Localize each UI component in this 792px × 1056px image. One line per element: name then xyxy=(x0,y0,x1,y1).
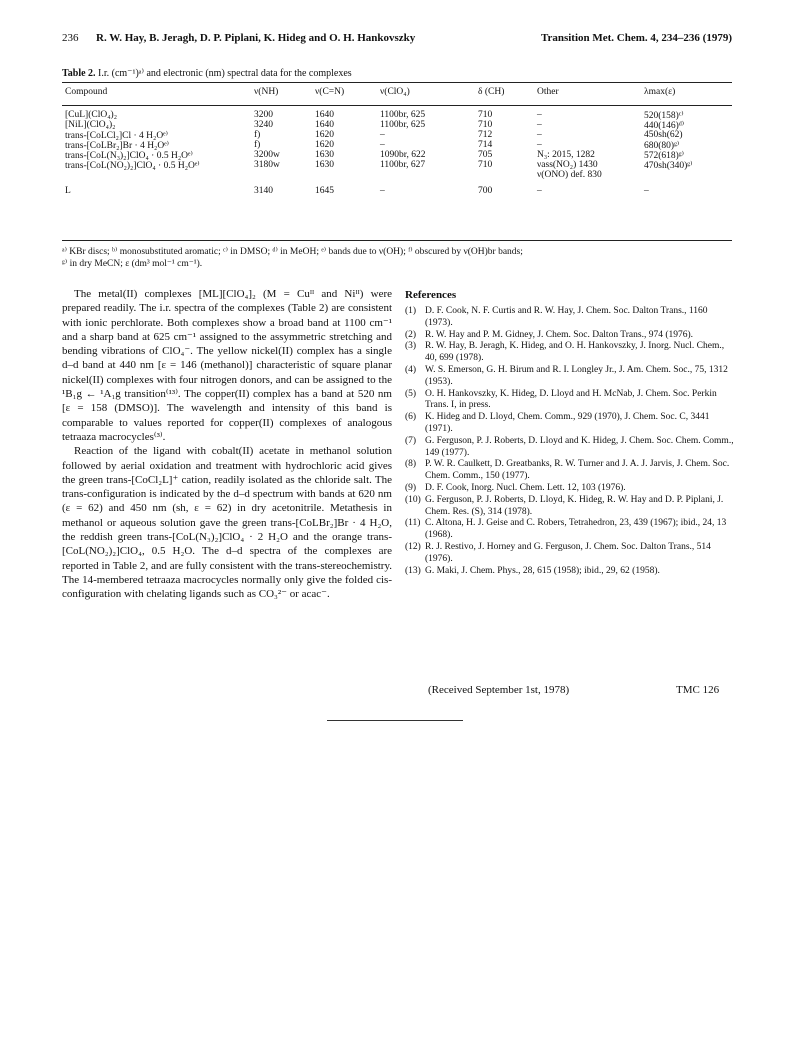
reference-item xyxy=(405,542,735,566)
cell-ch: 710 xyxy=(478,120,493,130)
references-list xyxy=(405,306,735,577)
cell-lambda: 680(80)ᵍ⁾ xyxy=(644,141,680,151)
cell-other: – xyxy=(537,140,542,150)
cell-ch: 700 xyxy=(478,186,493,196)
reference-item xyxy=(405,389,735,413)
cell-other: N₃: 2015, 1282 xyxy=(537,150,595,160)
cell-ch: 710 xyxy=(478,110,493,120)
cell-compound: [CuL](ClO₄)₂ xyxy=(65,110,118,120)
col-header-compound: Compound xyxy=(65,87,108,97)
col-header-other: Other xyxy=(537,87,559,97)
cell-clo4: 1090br, 622 xyxy=(380,150,426,160)
reference-number: (7) xyxy=(405,435,417,446)
col-header-nh: ν(NH) xyxy=(254,87,279,97)
cell-compound: L xyxy=(65,186,71,196)
reference-item xyxy=(405,341,735,365)
reference-text: P. W. R. Caulkett, D. Greatbanks, R. W. Turner and J. A. J. Jarvis, J. Chem. Soc. Chem. Comm., 150 (1977). xyxy=(425,459,730,482)
cell-ch: 712 xyxy=(478,130,493,140)
reference-item xyxy=(405,306,735,330)
cell-lambda: 572(618)ᵍ⁾ xyxy=(644,151,685,161)
cell-lambda: 470sh(340)ᵍ⁾ xyxy=(644,161,693,171)
table-row xyxy=(62,186,732,197)
cell-lambda: 520(158)ᶜ⁾ xyxy=(644,111,684,121)
table-header-rule xyxy=(62,105,732,106)
body-text-column xyxy=(62,287,392,602)
col-header-cn: ν(C=N) xyxy=(315,87,345,97)
running-authors: R. W. Hay, B. Jeragh, D. P. Piplani, K. Hideg and O. H. Hankovszky xyxy=(96,32,416,44)
cell-nh: f) xyxy=(254,140,261,150)
cell-other: – xyxy=(537,110,542,120)
col-header-ch: δ (CH) xyxy=(478,87,505,97)
col-header-clo4: ν(ClO₄) xyxy=(380,87,410,97)
running-header xyxy=(62,32,732,48)
cell-cn: 1640 xyxy=(315,120,334,130)
reference-number: (12) xyxy=(405,541,421,552)
reference-item xyxy=(405,459,735,483)
cell-lambda: 440(146)ᵈ⁾ xyxy=(644,121,685,131)
reference-item xyxy=(405,566,735,578)
cell-cn: 1640 xyxy=(315,110,334,120)
table-caption xyxy=(62,68,352,79)
reference-text: G. Ferguson, P. J. Roberts, D. Lloyd and K. Hideg, J. Chem. Soc. Chem. Comm., 149 (1977). xyxy=(425,435,734,458)
cell-ch: 705 xyxy=(478,150,493,160)
reference-text: W. S. Emerson, G. H. Birum and R. I. Longley Jr., J. Am. Chem. Soc., 75, 1312 (1953). xyxy=(425,364,728,387)
cell-lambda: 450sh(62) xyxy=(644,130,683,140)
cell-ch: 714 xyxy=(478,140,493,150)
running-journal: Transition Met. Chem. 4, 234–236 (1979) xyxy=(540,32,732,44)
cell-clo4: – xyxy=(380,186,385,196)
cell-other: ν(ONO) def. 830 xyxy=(537,170,602,180)
cell-compound: trans-[CoLBr₂]Br · 4 H₂Oᵉ⁾ xyxy=(65,141,169,151)
reference-text: O. H. Hankovszky, K. Hideg, D. Lloyd and H. McNab, J. Chem. Soc. Perkin Trans. I, in press. xyxy=(425,388,717,411)
table-header-row xyxy=(62,87,732,101)
reference-text: D. F. Cook, N. F. Curtis and R. W. Hay, J. Chem. Soc. Dalton Trans., 1160 (1973). xyxy=(425,306,708,328)
reference-item xyxy=(405,495,735,519)
received-date: (Received September 1st, 1978) xyxy=(428,684,570,696)
cell-cn: 1630 xyxy=(315,160,334,170)
cell-clo4: 1100br, 627 xyxy=(380,160,426,170)
manuscript-code: TMC 126 xyxy=(676,684,720,696)
reference-item xyxy=(405,483,735,495)
cell-compound: [NiL](ClO₄)₂ xyxy=(65,120,116,130)
cell-other: – xyxy=(537,120,542,130)
table-row xyxy=(62,170,732,181)
cell-compound: trans-[CoL(NO₂)₂]ClO₄ · 0.5 H₂Oᵉ⁾ xyxy=(65,161,200,171)
reference-number: (2) xyxy=(405,329,417,340)
cell-cn: 1630 xyxy=(315,150,334,160)
table-caption-text: I.r. (cm⁻¹)ᵃ⁾ and electronic (nm) spectral data for the complexes xyxy=(98,68,352,79)
reference-number: (1) xyxy=(405,306,417,316)
body-paragraph-2: Reaction of the ligand with cobalt(II) acetate in methanol solution followed by aerial oxidation and treatment with hydrochloric acid gives the green trans-[CoCl₂L]⁺ cation, readily isolated as the chloride salt. The trans-configuration is indicated by the d–d spectrum with bands at 620 nm (ε = 62) and 450 nm (sh, ε = 62) in dry acetonitrile. Metathesis in methanol or aqueous solution gave the green trans-[CoLBr₂]Br · 4 H₂O, the reddish green trans-[CoL(N₃)₂]ClO₄ · 2 H₂O and the orange trans-[CoL(NO₂)₂]ClO₄, 0.5 H₂O. The d–d spectra of the complexes are reported in Table 2, and are fully consistent with the trans-stereochemistry. The 14-membered tetraaza macrocycles normally only give the folded cis-configuration with chelating ligands such as CO₃²⁻ or acac⁻. xyxy=(62,445,392,601)
footnote-line-1: ᵃ⁾ KBr discs; ᵇ⁾ monosubstituted aromatic; ᶜ⁾ in DMSO; ᵈ⁾ in MeOH; ᵉ⁾ bands due to ν(OH); ᶠ⁾ obscured by ν(OH)br bands; xyxy=(62,247,523,257)
cell-compound: trans-[CoLCl₂]Cl · 4 H₂Oᵉ⁾ xyxy=(65,131,168,141)
table-bottom-rule xyxy=(62,240,732,241)
reference-number: (11) xyxy=(405,518,421,529)
cell-ch: 710 xyxy=(478,160,493,170)
footnote-line-2: ᵍ⁾ in dry MeCN; ε (dm³ mol⁻¹ cm⁻¹). xyxy=(62,259,203,269)
cell-cn: 1645 xyxy=(315,186,334,196)
reference-text: G. Ferguson, P. J. Roberts, D. Lloyd, K. Hideg, R. W. Hay and D. P. Piplani, J. Chem. Res. (S), 314 (1978). xyxy=(425,494,724,517)
reference-item xyxy=(405,330,735,342)
reference-text: R. W. Hay and P. M. Gidney, J. Chem. Soc. Dalton Trans., 974 (1976). xyxy=(425,329,694,340)
table-caption-label: Table 2. xyxy=(62,68,96,79)
cell-nh: 3200w xyxy=(254,150,280,160)
references-heading: References xyxy=(405,289,457,301)
cell-cn: 1620 xyxy=(315,140,334,150)
reference-number: (6) xyxy=(405,412,417,423)
cell-other: νass(NO₂) 1430 xyxy=(537,160,598,170)
reference-number: (13) xyxy=(405,565,421,576)
reference-item xyxy=(405,518,735,542)
reference-number: (9) xyxy=(405,482,417,493)
cell-other: – xyxy=(537,186,542,196)
cell-other: – xyxy=(537,130,542,140)
reference-number: (3) xyxy=(405,341,417,352)
page-number: 236 xyxy=(62,32,79,44)
reference-number: (4) xyxy=(405,364,417,375)
cell-lambda: – xyxy=(644,186,649,196)
col-header-lambda: λmax(ε) xyxy=(644,87,676,97)
cell-clo4: 1100br, 625 xyxy=(380,120,426,130)
cell-cn: 1620 xyxy=(315,130,334,140)
cell-nh: 3240 xyxy=(254,120,273,130)
reference-item xyxy=(405,412,735,436)
cell-compound: trans-[CoL(N₃)₂]ClO₄ · 0.5 H₂Oᵉ⁾ xyxy=(65,151,193,161)
reference-text: R. J. Restivo, J. Horney and G. Ferguson, J. Chem. Soc. Dalton Trans., 514 (1976). xyxy=(425,541,711,564)
reference-item xyxy=(405,365,735,389)
cell-nh: 3200 xyxy=(254,110,273,120)
reference-item xyxy=(405,436,735,460)
reference-text: G. Maki, J. Chem. Phys., 28, 615 (1958); ibid., 29, 62 (1958). xyxy=(425,565,660,576)
reference-text: C. Altona, H. J. Geise and C. Robers, Tetrahedron, 23, 439 (1967); ibid., 24, 13 (1968). xyxy=(425,518,727,541)
reference-text: D. F. Cook, Inorg. Nucl. Chem. Lett. 12, 103 (1976). xyxy=(425,482,626,493)
reference-text: K. Hideg and D. Lloyd, Chem. Comm., 929 (1970), J. Chem. Soc. C, 3441 (1971). xyxy=(425,412,710,434)
reference-number: (10) xyxy=(405,494,421,505)
cell-nh: 3140 xyxy=(254,186,273,196)
table-top-rule xyxy=(62,82,732,83)
reference-text: R. W. Hay, B. Jeragh, K. Hideg, and O. H. Hankovszky, J. Inorg. Nucl. Chem., 40, 699 (1978). xyxy=(425,341,725,364)
cell-clo4: – xyxy=(380,140,385,150)
cell-clo4: 1100br, 625 xyxy=(380,110,426,120)
cell-nh: 3180w xyxy=(254,160,280,170)
reference-number: (5) xyxy=(405,388,417,399)
body-paragraph-1: The metal(II) complexes [ML][ClO₄]₂ (M = Cuᴵᴵ and Niᴵᴵ) were prepared readily. The i.r. spectra of the complexes (Table 2) are consistent with ionic perchlorate. Both complexes show a broad band at 1100 cm⁻¹ and a sharp band at 625 cm⁻¹ assigned to the assymmetric stretching and bending vibrations of ClO₄⁻. The yellow nickel(II) complex has a single d–d band at 440 nm [ε = 146 (methanol)] characteristic of square planar nickel(II) complexes with four nitrogen donors, and can be assigned to the ¹B₁g ← ¹A₁g transition⁽¹³⁾. The copper(II) complex has a band at 520 nm [ε = 158 (DMSO)]. The wavelength and intensity of this band is comparable to values reported for copper(II) complexes of analogous tetraaza macrocycles⁽³⁾. xyxy=(62,288,392,443)
reference-number: (8) xyxy=(405,459,417,470)
table-footnotes xyxy=(62,246,732,270)
cell-nh: f) xyxy=(254,130,261,140)
end-rule xyxy=(327,720,463,721)
cell-clo4: – xyxy=(380,130,385,140)
